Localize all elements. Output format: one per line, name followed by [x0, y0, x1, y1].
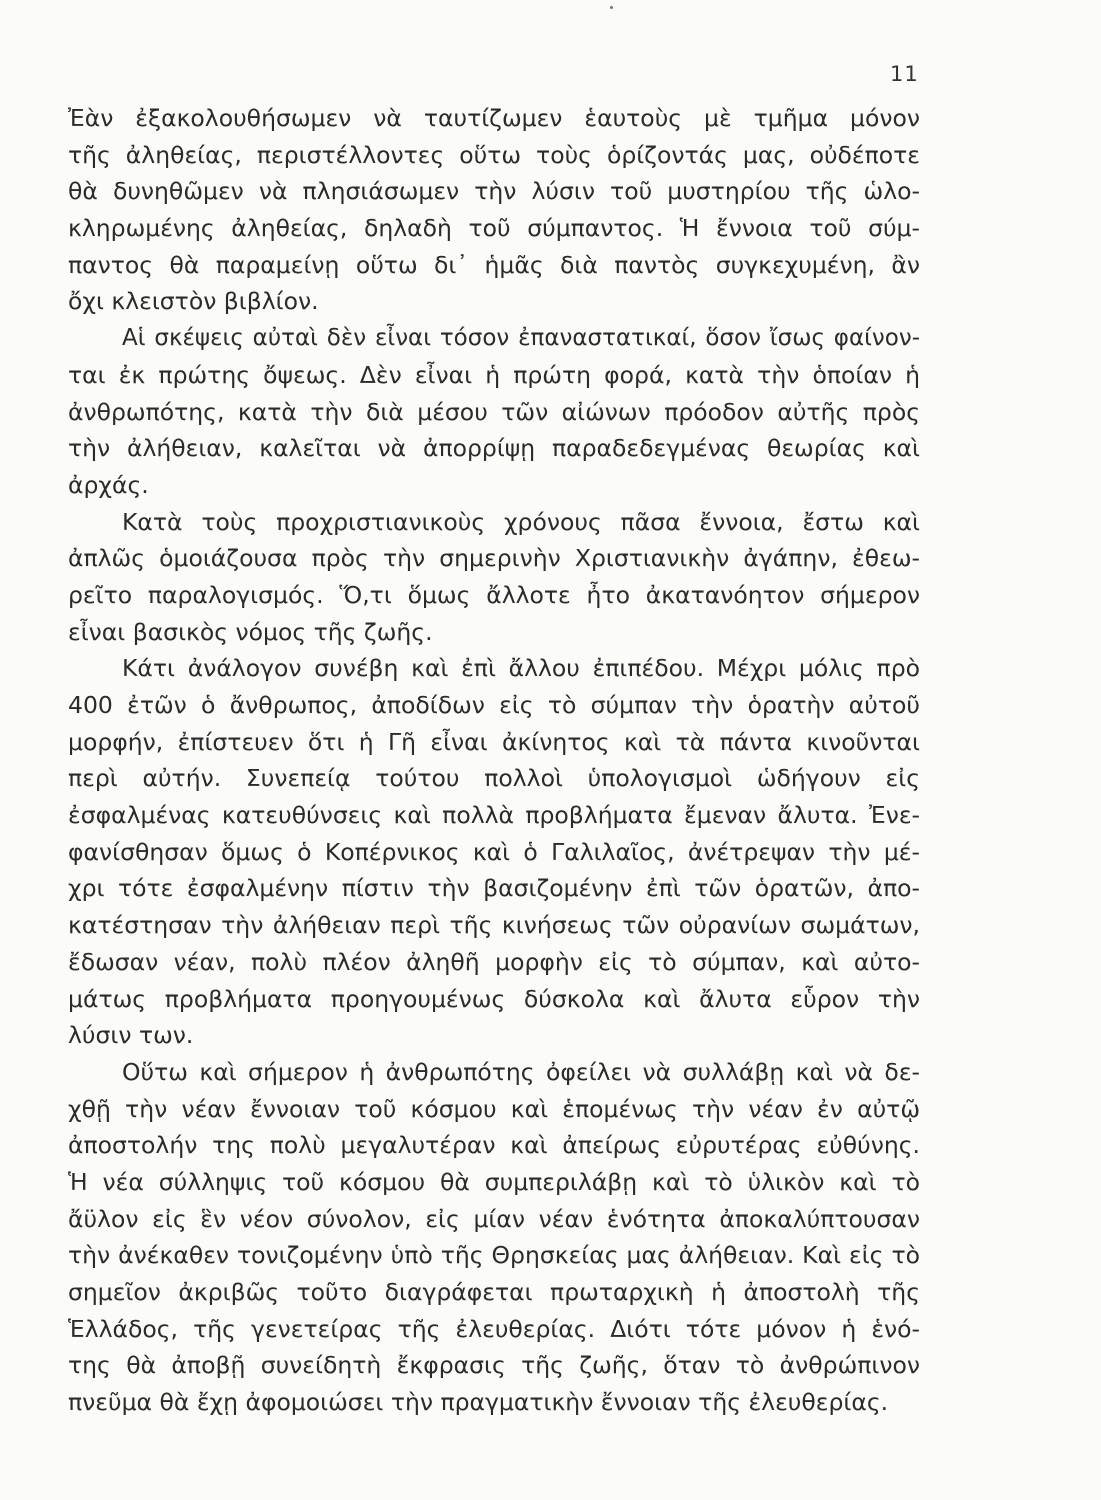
text-line: της θὰ ἀποβῇ συνείδητὴ ἔκφρασις τῆς ζωῆς, ὅταν τὸ ἀνθρώπινον [68, 1351, 920, 1380]
paragraph [68, 650, 920, 1054]
text-line: περὶ αὐτήν. Συνεπείᾳ τούτου πολλοὶ ὑπολογισμοὶ ὡδήγουν εἰς [68, 764, 920, 793]
text-line: ται ἐκ πρώτης ὄψεως. Δὲν εἶναι ἡ πρώτη φορά, κατὰ τὴν ὁποίαν ἡ [68, 360, 920, 389]
text-line: ἀρχάς. [68, 470, 149, 499]
text-line: λύσιν των. [68, 1021, 194, 1050]
text-line: μάτως προβλήματα προηγουμένως δύσκολα καὶ ἄλυτα εὗρον τὴν [68, 984, 920, 1013]
text-line: ἀνθρωπότης, κατὰ τὴν διὰ μέσου τῶν αἰώνων πρόοδον αὐτῆς πρὸς [68, 397, 920, 426]
text-line: παντος θὰ παραμείνῃ οὕτω δι᾿ ἡμᾶς διὰ παντὸς συγκεχυμένη, ἂν [68, 250, 920, 279]
paragraph [68, 320, 920, 503]
text-line: σημεῖον ἀκριβῶς τοῦτο διαγράφεται πρωταρχικὴ ἡ ἀποστολὴ τῆς [68, 1278, 920, 1306]
text-line: ἐσφαλμένας κατευθύνσεις καὶ πολλὰ προβλήματα ἔμεναν ἄλυτα. Ἐνε- [68, 801, 920, 830]
text-line: τῆς ἀληθείας, περιστέλλοντες οὕτω τοὺς ὁρίζοντάς μας, οὐδέποτε [68, 140, 920, 169]
page-speck [610, 6, 613, 9]
text-line: θὰ δυνηθῶμεν νὰ πλησιάσωμεν τὴν λύσιν τοῦ μυστηρίου τῆς ὡλο- [68, 177, 920, 206]
text-line: Οὕτω καὶ σήμερον ἡ ἀνθρωπότης ὀφείλει νὰ συλλάβῃ καὶ νὰ δε- [122, 1057, 920, 1086]
text-line: Ἡ νέα σύλληψις τοῦ κόσμου θὰ συμπεριλάβῃ καὶ τὸ ὑλικὸν καὶ τὸ [68, 1167, 920, 1196]
text-line: ἄϋλον εἰς ἓν νέον σύνολον, εἰς μίαν νέαν ἑνότητα ἀποκαλύπτουσαν [68, 1204, 920, 1233]
text-line: Αἱ σκέψεις αὐταὶ δὲν εἶναι τόσον ἐπαναστατικαί, ὅσον ἴσως φαίνον- [122, 325, 920, 352]
paragraph [68, 1054, 920, 1421]
paragraph [68, 504, 920, 651]
text-line: φανίσθησαν ὅμως ὁ Κοπέρνικος καὶ ὁ Γαλιλαῖος, ἀνέτρεψαν τὴν μέ- [68, 837, 920, 866]
paragraph [68, 100, 920, 320]
text-line: ἔδωσαν νέαν, πολὺ πλέον ἀληθῆ μορφὴν εἰς τὸ σύμπαν, καὶ αὐτο- [68, 947, 920, 976]
text-line: Κατὰ τοὺς προχριστιανικοὺς χρόνους πᾶσα ἔννοια, ἔστω καὶ [122, 507, 920, 536]
text-line: 400 ἐτῶν ὁ ἄνθρωπος, ἀποδίδων εἰς τὸ σύμπαν τὴν ὁρατὴν αὐτοῦ [68, 691, 920, 719]
text-line: ὄχι κλειστὸν βιβλίον. [68, 287, 319, 316]
text-line: τὴν ἀνέκαθεν τονιζομένην ὑπὸ τῆς Θρησκείας μας ἀλήθειαν. Καὶ εἰς τὸ [68, 1241, 920, 1270]
page-number: 11 [890, 62, 919, 86]
text-line: ρεῖτο παραλογισμός. Ὅ,τι ὅμως ἄλλοτε ἦτο ἀκατανόητον σήμερον [68, 580, 920, 609]
text-line: Ἑλλάδος, τῆς γενετείρας τῆς ἐλευθερίας. Διότι τότε μόνον ἡ ἑνό- [68, 1314, 920, 1343]
text-line: κατέστησαν τὴν ἀλήθειαν περὶ τῆς κινήσεως τῶν οὐρανίων σωμάτων, [68, 911, 920, 940]
text-line: κληρωμένης ἀληθείας, δηλαδὴ τοῦ σύμπαντος. Ἡ ἔννοια τοῦ σύμ- [68, 214, 920, 243]
text-line: εἶναι βασικὸς νόμος τῆς ζωῆς. [68, 617, 433, 646]
body-text [68, 100, 920, 1421]
text-line: πνεῦμα θὰ ἔχῃ ἀφομοιώσει τὴν πραγματικὴν ἔννοιαν τῆς ἐλευθερίας. [68, 1388, 889, 1417]
text-line: χθῇ τὴν νέαν ἔννοιαν τοῦ κόσμου καὶ ἑπομένως τὴν νέαν ἐν αὐτῷ [68, 1094, 920, 1123]
text-line: ἀποστολήν της πολὺ μεγαλυτέραν καὶ ἀπείρως εὐρυτέρας εὐθύνης. [68, 1131, 920, 1160]
text-line: Ἐὰν ἐξακολουθήσωμεν νὰ ταυτίζωμεν ἑαυτοὺς μὲ τμῆμα μόνον [68, 104, 920, 132]
text-line: Κάτι ἀνάλογον συνέβη καὶ ἐπὶ ἄλλου ἐπιπέδου. Μέχρι μόλις πρὸ [122, 654, 920, 683]
text-line: ἀπλῶς ὁμοιάζουσα πρὸς τὴν σημερινὴν Χριστιανικὴν ἀγάπην, ἐθεω- [68, 544, 920, 573]
text-line: τὴν ἀλήθειαν, καλεῖται νὰ ἀπορρίψῃ παραδεδεγμένας θεωρίας καὶ [68, 434, 920, 463]
text-line: μορφήν, ἐπίστευεν ὅτι ἡ Γῆ εἶναι ἀκίνητος καὶ τὰ πάντα κινοῦνται [68, 727, 920, 756]
text-line: χρι τότε ἐσφαλμένην πίστιν τὴν βασιζομένην ἐπὶ τῶν ὁρατῶν, ἀπο- [68, 874, 920, 903]
